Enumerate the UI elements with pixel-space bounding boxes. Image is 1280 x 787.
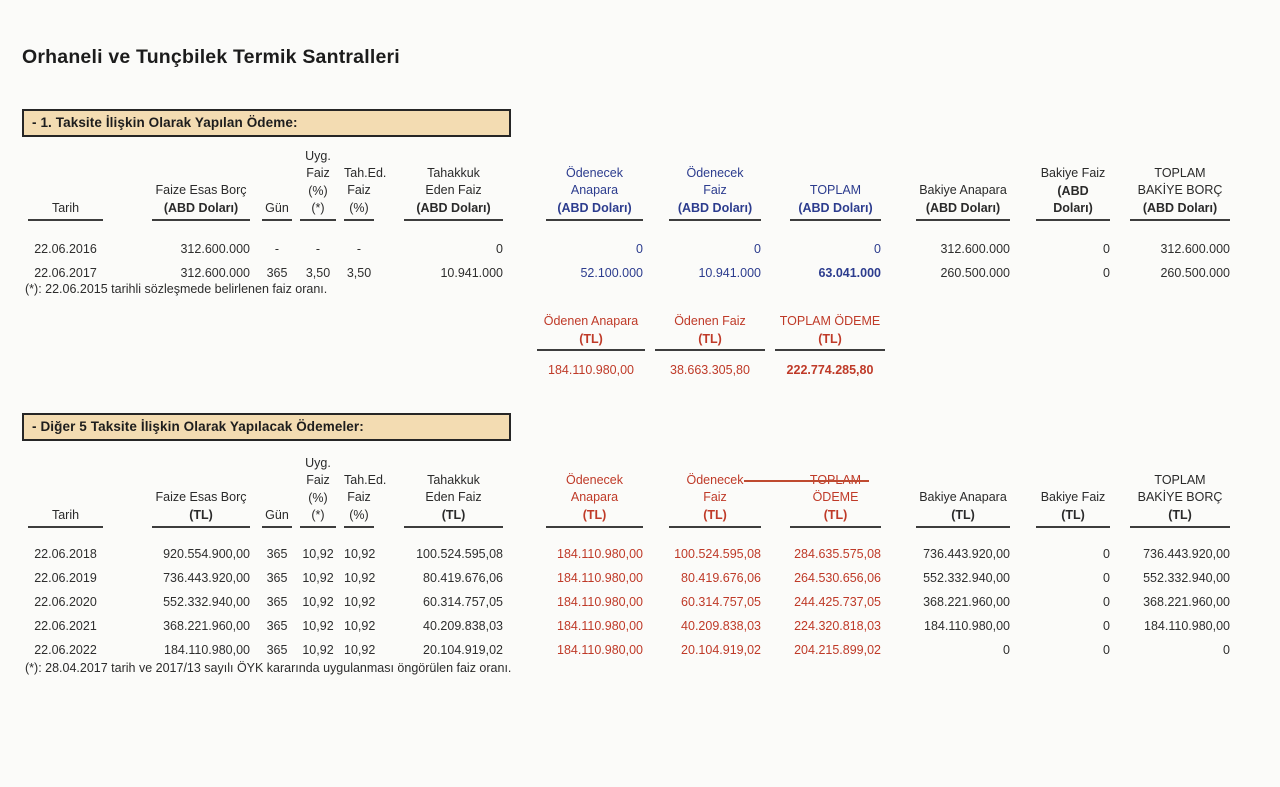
col-header-toplam-odeme: ÖDEME (TL) [761,455,881,528]
tl-paid-principal [537,313,645,377]
cell: 736.443.920,00 [163,571,250,585]
cell: 184.110.980,00 [164,643,250,657]
cell: 20.104.919,02 [423,643,503,657]
cell: 100.524.595,08 [674,547,761,561]
cell: 284.635.575,08 [794,547,881,561]
col-header-tahed-faiz: Tah.Ed. Faiz (%) [336,148,374,221]
cell: 10,92 [302,571,334,585]
cell: 552.332.940,00 [163,595,250,609]
cell: 552.332.940,00 [1143,571,1230,585]
col-header-tahakkuk-eden-faiz: Tahakkuk Eden Faiz (TL) [374,455,503,528]
remaining-installments-rows [28,528,1230,663]
tl-paid-interest [655,313,765,377]
cell: 184.110.980,00 [557,595,643,609]
cell: 40.209.838,03 [423,619,503,633]
cell: 365 [266,266,288,280]
cell: 244.425.737,05 [794,595,881,609]
cell: 0 [1103,595,1110,609]
col-header-odenecek-anapara: Ödenecek Anapara (TL) [503,455,643,528]
cell: 184.110.980,00 [557,571,643,585]
cell: 365 [266,595,288,609]
header-row [28,148,1230,221]
table-row [28,639,1230,663]
cell: 204.215.899,02 [794,643,881,657]
first-installment-rows [28,221,1230,286]
cell: 20.104.919,02 [681,643,761,657]
tl-col-label: Ödenen Faiz [674,314,746,328]
cell: 0 [636,242,643,256]
cell: 184.110.980,00 [557,619,643,633]
cell: 552.332.940,00 [923,571,1010,585]
tl-col-label: TOPLAM ÖDEME [779,314,881,328]
red-strike-annotation [744,480,869,482]
tl-col-value: 184.110.980,00 [548,363,634,377]
cell: 365 [266,619,288,633]
cell: 22.06.2017 [34,266,97,280]
cell: 0 [1003,643,1010,657]
col-header-uyg-faiz: Uyg. Faiz (%) (*) [292,148,336,221]
cell: 184.110.980,00 [557,547,643,561]
cell: 10,92 [344,643,376,657]
cell: 10.941.000 [440,266,503,280]
cell: 0 [1103,643,1110,657]
table-header [28,455,1230,528]
cell: 312.600.000 [940,242,1010,256]
cell: 184.110.980,00 [557,643,643,657]
table-row [28,591,1230,615]
cell: 0 [1103,242,1110,256]
tl-col-value: 38.663.305,80 [670,363,750,377]
cell: 10,92 [344,547,376,561]
cell: 22.06.2016 [34,242,97,256]
cell: 10,92 [344,571,376,585]
cell: 80.419.676,06 [423,571,503,585]
cell: 0 [1103,547,1110,561]
col-header-toplam-bakiye-borc: TOPLAM BAKİYE BORÇ (ABD Doları) [1110,148,1230,221]
tl-total-payment [775,313,885,377]
cell: 10,92 [344,619,376,633]
col-header-gun: Gün [250,455,292,528]
col-header-odenecek-faiz: Ödenecek Faiz (ABD Doları) [643,148,761,221]
col-header-bakiye-anapara: Bakiye Anapara (TL) [881,455,1010,528]
cell: 365 [266,547,288,561]
cell: 10,92 [302,595,334,609]
tl-col-unit: (TL) [775,331,885,351]
col-header-toplam-bakiye-borc: TOPLAM BAKİYE BORÇ (TL) [1110,455,1230,528]
col-header-bakiye-faiz: Bakiye Faiz (ABD Doları) [1010,148,1110,221]
cell: - [315,242,321,256]
cell: 184.110.980,00 [1144,619,1230,633]
cell: 10,92 [302,643,334,657]
first-installment-table-wrap [28,148,1230,286]
cell: 365 [266,643,288,657]
footnote-remaining-installments: (*): 28.04.2017 tarih ve 2017/13 sayılı ÖYK kararında uygulanması öngörülen faiz oranı. [25,661,512,675]
cell: 0 [1103,266,1110,280]
cell: 80.419.676,06 [681,571,761,585]
cell: 3,50 [346,266,372,280]
cell: 0 [1103,571,1110,585]
cell: 184.110.980,00 [924,619,1010,633]
tl-col-value-total: 222.774.285,80 [786,363,874,377]
col-header-uyg-faiz: Uyg. Faiz (%) (*) [292,455,336,528]
cell: 22.06.2021 [34,619,97,633]
tl-payment-summary [537,313,885,377]
cell: 920.554.900,00 [163,547,250,561]
col-header-bakiye-faiz: Bakiye Faiz (TL) [1010,455,1110,528]
cell: 312.600.000 [1160,242,1230,256]
cell: 224.320.818,03 [794,619,881,633]
cell: 52.100.000 [580,266,643,280]
cell: - [356,242,362,256]
cell: 40.209.838,03 [681,619,761,633]
col-header-toplam: TOPLAM (ABD Doları) [761,148,881,221]
cell: 312.600.000 [180,242,250,256]
tl-col-unit: (TL) [537,331,645,351]
cell: 0 [754,242,761,256]
col-header-odenecek-anapara: Ödenecek Anapara (ABD Doları) [503,148,643,221]
cell: 368.221.960,00 [1143,595,1230,609]
cell: 100.524.595,08 [416,547,503,561]
cell: 60.314.757,05 [681,595,761,609]
table-row [28,221,1230,262]
col-header-faize-esas-borc: Faize Esas Borç (ABD Doları) [103,148,250,221]
section-header-first-installment: - 1. Taksite İlişkin Olarak Yapılan Ödeme: [22,109,511,137]
cell: 736.443.920,00 [1143,547,1230,561]
table-row [28,567,1230,591]
cell: 0 [496,242,503,256]
cell: 365 [266,571,288,585]
cell: 10,92 [302,547,334,561]
cell: 260.500.000 [940,266,1010,280]
cell: 368.221.960,00 [163,619,250,633]
cell: - [274,242,280,256]
cell: 260.500.000 [1160,266,1230,280]
header-row [28,455,1230,528]
col-header-tarih: Tarih [28,148,103,221]
col-header-gun: Gün [250,148,292,221]
cell: 368.221.960,00 [923,595,1010,609]
cell: 3,50 [305,266,331,280]
page-title: Orhaneli ve Tunçbilek Termik Santralleri [22,46,400,68]
cell: 10,92 [344,595,376,609]
section-header-remaining-installments: - Diğer 5 Taksite İlişkin Olarak Yapılacak Ödemeler: [22,413,511,441]
table-row [28,528,1230,567]
cell: 22.06.2020 [34,595,97,609]
remaining-installments-table-wrap [28,455,1230,663]
cell-total-bold: 63.041.000 [818,266,881,280]
col-header-faize-esas-borc: Faize Esas Borç (TL) [103,455,250,528]
cell: 736.443.920,00 [923,547,1010,561]
table-row [28,615,1230,639]
col-header-odenecek-faiz: Ödenecek Faiz (TL) [643,455,761,528]
cell: 22.06.2022 [34,643,97,657]
tl-col-label: Ödenen Anapara [543,314,639,328]
cell: 10.941.000 [698,266,761,280]
cell: 0 [1223,643,1230,657]
tl-col-unit: (TL) [655,331,765,351]
cell: 22.06.2019 [34,571,97,585]
cell: 10,92 [302,619,334,633]
footnote-first-installment: (*): 22.06.2015 tarihli sözleşmede belirlenen faiz oranı. [25,282,328,296]
cell: 312.600.000 [180,266,250,280]
cell: 0 [874,242,881,256]
col-header-tarih: Tarih [28,455,103,528]
table-header [28,148,1230,221]
col-header-tahakkuk-eden-faiz: Tahakkuk Eden Faiz (ABD Doları) [374,148,503,221]
col-header-bakiye-anapara: Bakiye Anapara (ABD Doları) [881,148,1010,221]
cell: 0 [1103,619,1110,633]
col-header-tahed-faiz: Tah.Ed. Faiz (%) [336,455,374,528]
cell: 60.314.757,05 [423,595,503,609]
cell: 22.06.2018 [34,547,97,561]
cell: 264.530.656,06 [794,571,881,585]
first-installment-table [28,148,1230,286]
remaining-installments-table [28,455,1230,663]
